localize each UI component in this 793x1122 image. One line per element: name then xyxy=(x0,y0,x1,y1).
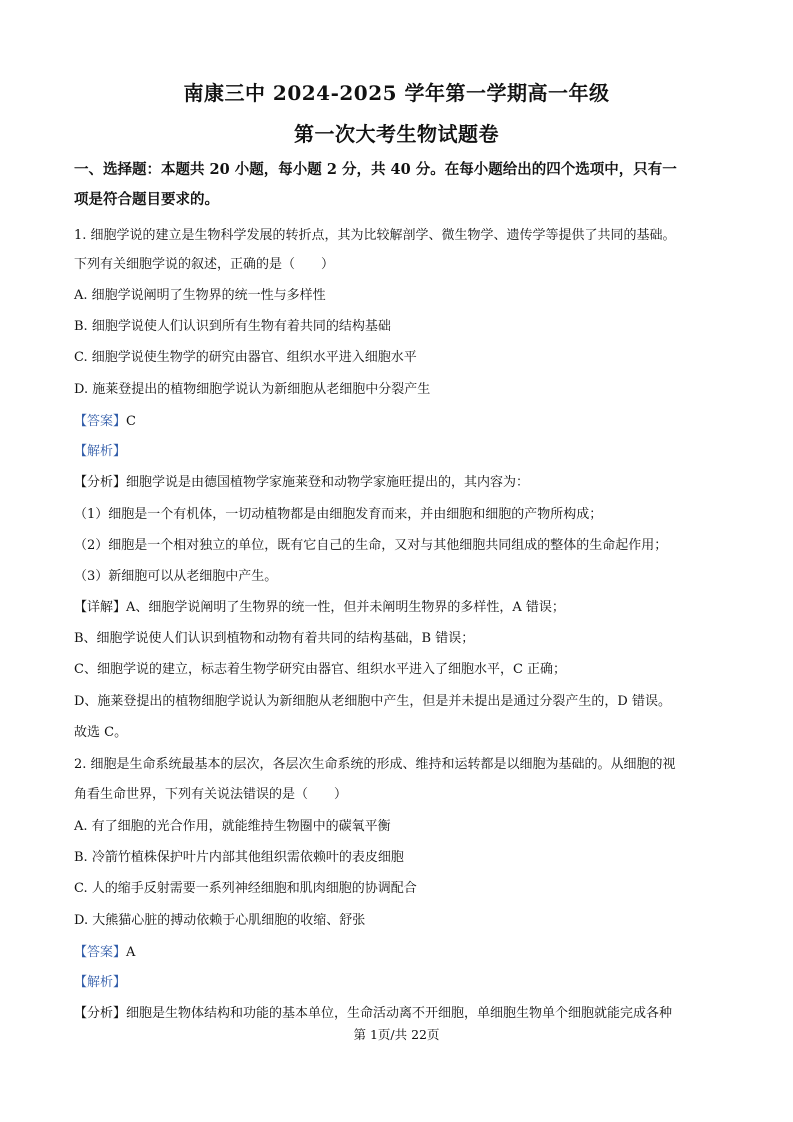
q2-option-b: B. 冷箭竹植株保护叶片内部其他组织需依赖叶的表皮细胞 xyxy=(74,850,404,865)
q2-stem-line2: 角看生命世界，下列有关说法错误的是（ ） xyxy=(74,787,348,802)
q1-xiangjie-d: D、施莱登提出的植物细胞学说认为新细胞从老细胞中产生，但是并未提出是通过分裂产生的，D 错误。 xyxy=(74,694,671,709)
q1-xiangjie-a xyxy=(74,599,724,617)
q1-fenxi-tag: 【分析】 xyxy=(74,475,127,490)
q1-analysis-tag xyxy=(74,443,724,461)
q2-answer-value: A xyxy=(126,945,136,960)
q1-option-a: A. 细胞学说阐明了生物界的统一性与多样性 xyxy=(74,288,326,303)
q1-fenxi xyxy=(74,474,724,492)
section-heading-line1: 一、选择题：本题共 20 小题，每小题 2 分，共 40 分。在每小题给出的四个选项中，只有一 xyxy=(74,161,677,178)
q1-option-c: C. 细胞学说使生物学的研究由器官、组织水平进入细胞水平 xyxy=(74,350,417,365)
q2-option-d: D. 大熊猫心脏的搏动依赖于心肌细胞的收缩、舒张 xyxy=(74,913,366,928)
q1-answer-value: C xyxy=(126,414,136,429)
q1-analysis-label: 【解析】 xyxy=(74,444,127,459)
q2-option-a: A. 有了细胞的光合作用，就能维持生物圈中的碳氧平衡 xyxy=(74,819,391,834)
q1-stem-line1: 1. 细胞学说的建立是生物科学发展的转折点，其为比较解剖学、微生物学、遗传学等提供了共同的基础。 xyxy=(74,228,676,243)
q2-fenxi-text: 细胞是生物体结构和功能的基本单位，生命活动离不开细胞，单细胞生物单个细胞就能完成各种 xyxy=(126,1006,673,1021)
q1-fenxi-text: 细胞学说是由德国植物学家施莱登和动物学家施旺提出的，其内容为： xyxy=(126,475,530,490)
doc-title-line1: 南康三中 2024-2025 学年第一学期高一年级 xyxy=(183,81,610,105)
q1-xiangjie-c: C、细胞学说的建立，标志着生物学研究由器官、组织水平进入了细胞水平，C 正确； xyxy=(74,662,567,677)
q1-stem-line2: 下列有关细胞学说的叙述，正确的是（ ） xyxy=(74,257,335,272)
q1-xiangjie-a-text: A、细胞学说阐明了生物界的统一性，但并未阐明生物界的多样性，A 错误； xyxy=(126,600,565,615)
q1-answer-tag: 【答案】 xyxy=(74,414,127,429)
q2-analysis-label: 【解析】 xyxy=(74,975,127,990)
q2-fenxi xyxy=(74,1005,724,1023)
q1-xiangjie-b: B、细胞学说使人们认识到植物和动物有着共同的结构基础，B 错误； xyxy=(74,631,475,646)
section-heading-line2: 项是符合题目要求的。 xyxy=(74,191,219,208)
q1-xiangjie-tag: 【详解】 xyxy=(74,600,127,615)
q1-answer xyxy=(74,413,724,431)
doc-title-line2: 第一次大考生物试题卷 xyxy=(294,122,499,146)
q2-stem-line1: 2. 细胞是生命系统最基本的层次，各层次生命系统的形成、维持和运转都是以细胞为基础的。从细胞的视 xyxy=(74,757,676,772)
q2-fenxi-tag: 【分析】 xyxy=(74,1006,127,1021)
q2-analysis-tag xyxy=(74,974,724,992)
page-footer: 第 1页/共 22页 xyxy=(353,1027,440,1042)
q1-option-b: B. 细胞学说使人们认识到所有生物有着共同的结构基础 xyxy=(74,319,391,334)
q2-option-c: C. 人的缩手反射需要一系列神经细胞和肌肉细胞的协调配合 xyxy=(74,881,417,896)
q1-point-2: （2）细胞是一个相对独立的单位，既有它自己的生命，又对与其他细胞共同组成的整体的生命起作用； xyxy=(74,538,668,553)
q1-option-d: D. 施莱登提出的植物细胞学说认为新细胞从老细胞中分裂产生 xyxy=(74,382,431,397)
q1-point-3: （3）新细胞可以从老细胞中产生。 xyxy=(74,569,278,584)
q1-conclusion: 故选 C。 xyxy=(74,725,128,740)
q2-answer xyxy=(74,944,724,962)
q2-answer-tag: 【答案】 xyxy=(74,945,127,960)
q1-point-1: （1）细胞是一个有机体，一切动植物都是由细胞发育而来，并由细胞和细胞的产物所构成； xyxy=(74,507,603,522)
